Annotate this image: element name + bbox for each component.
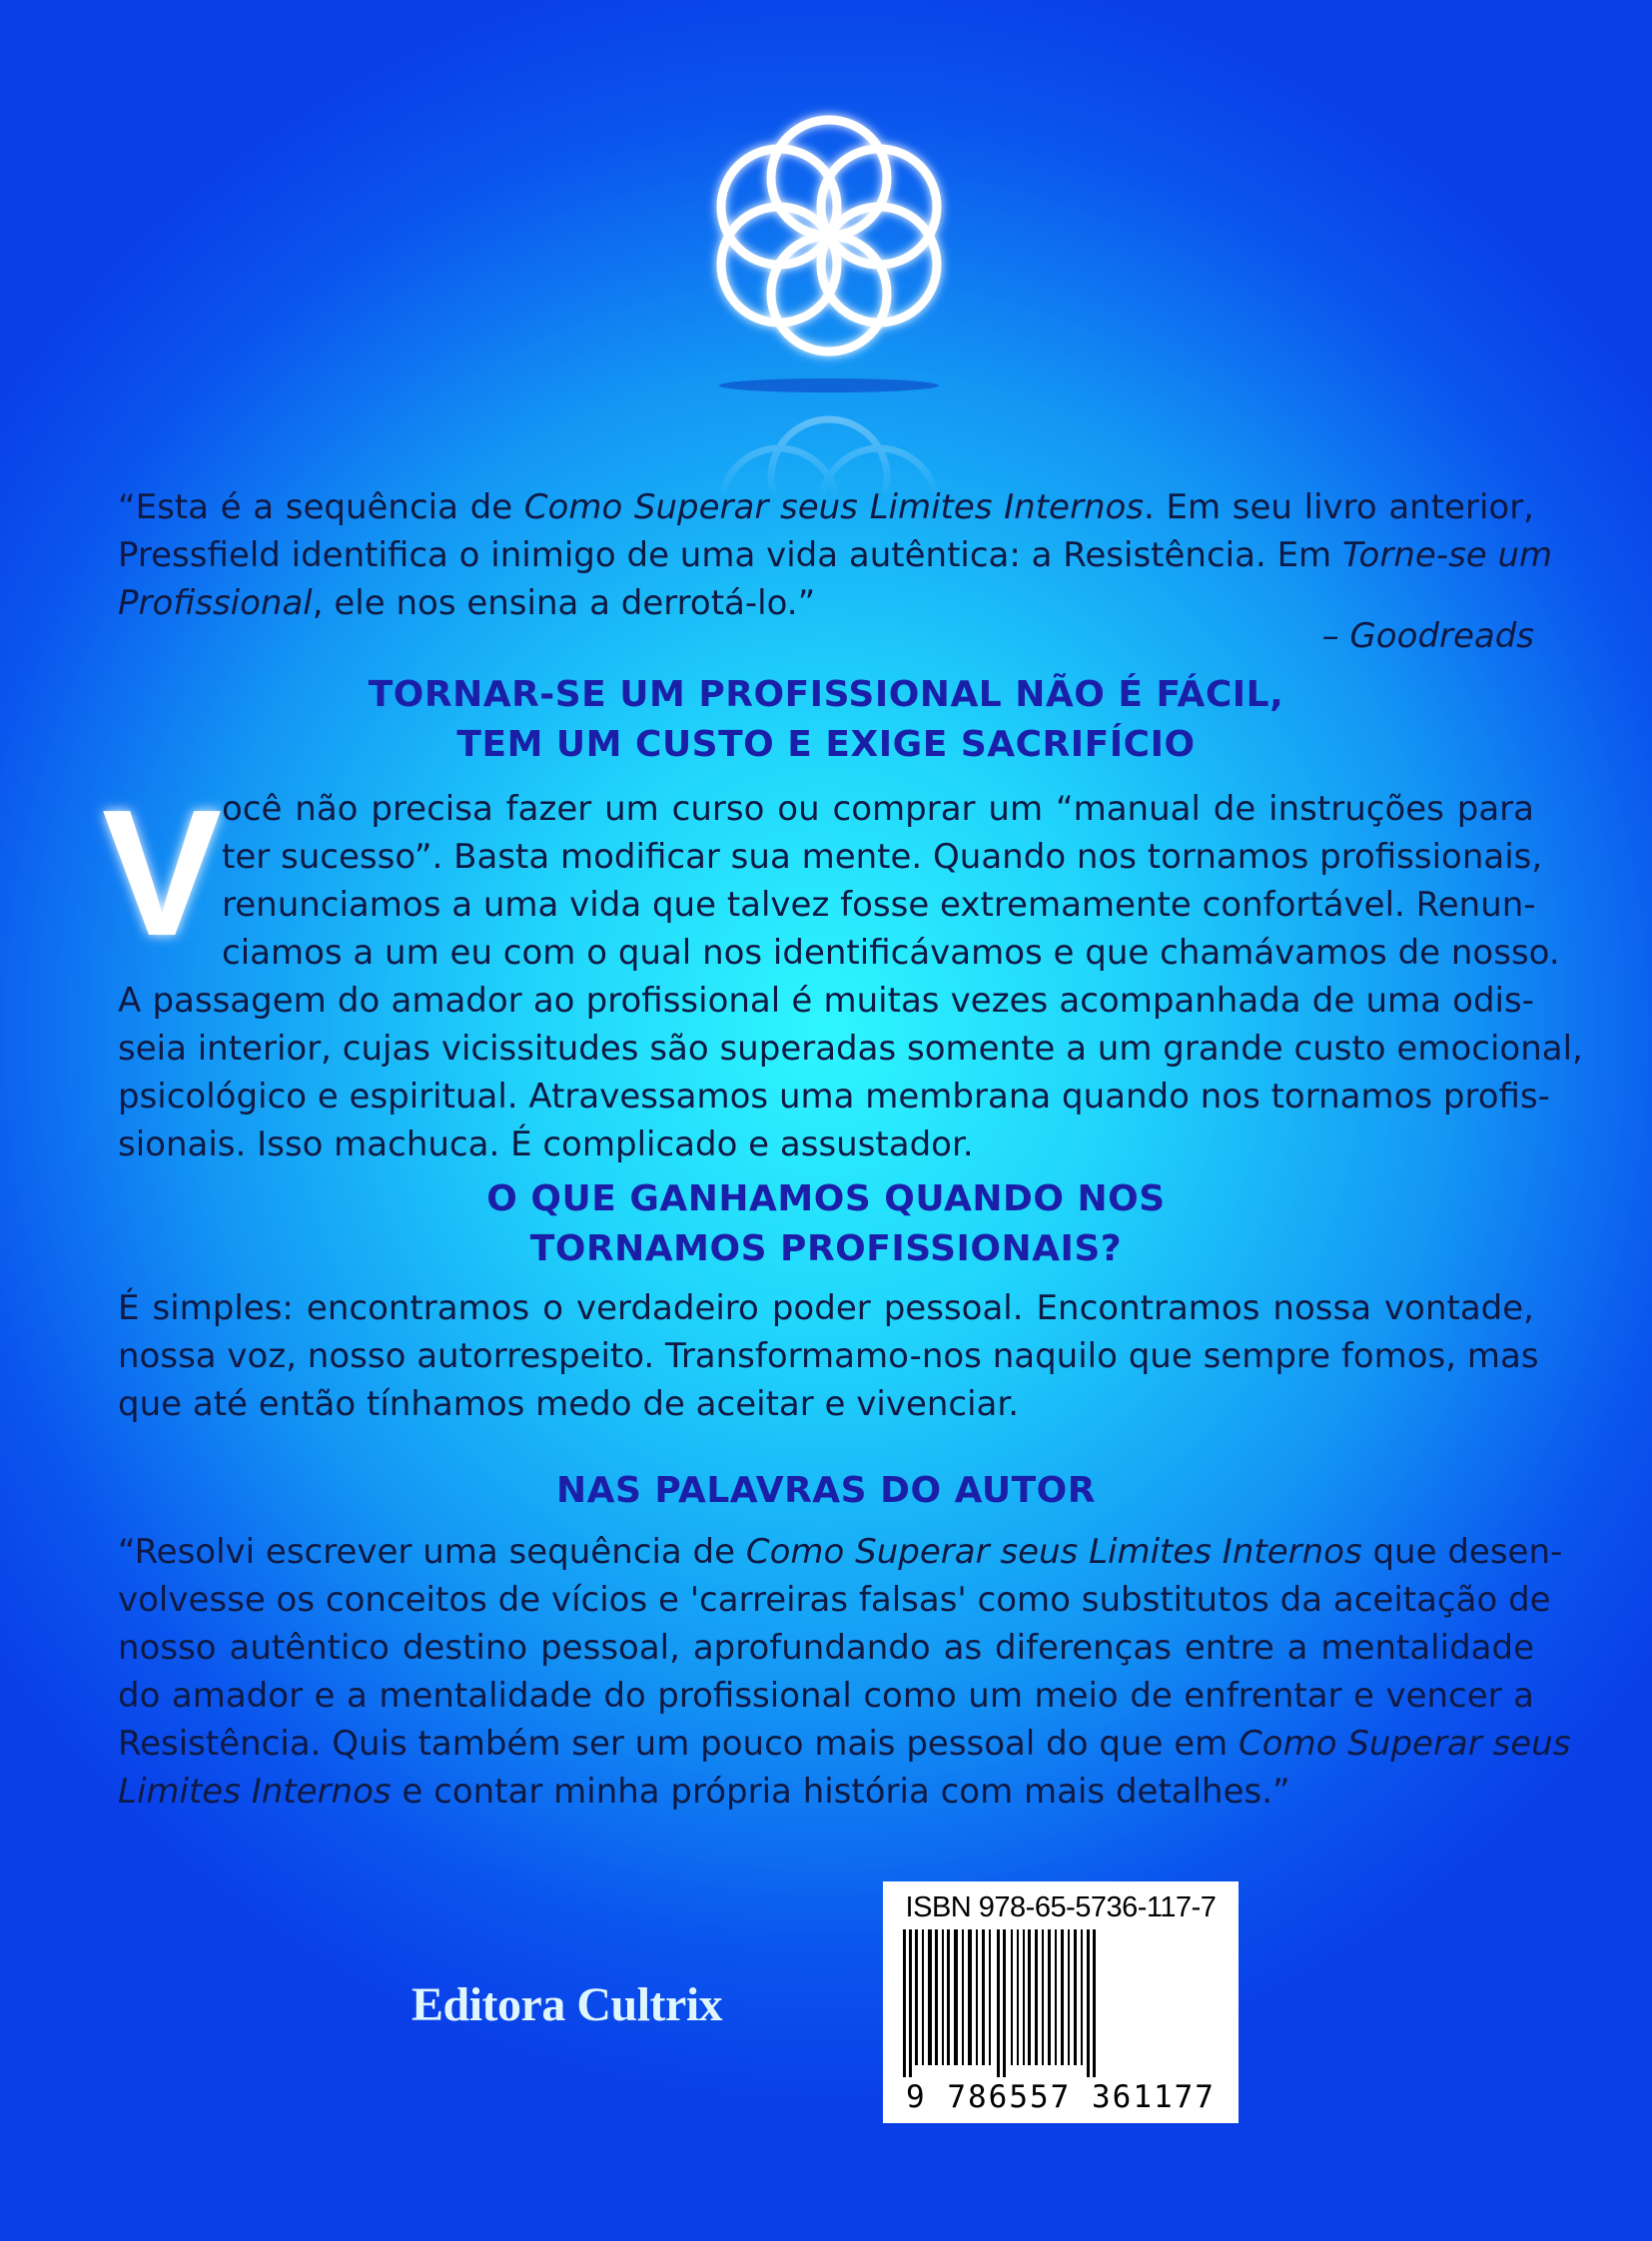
ean-digits: 9 786557 361177 [906,2079,1216,2115]
heading-line: TEM UM CUSTO E EXIGE SACRIFÍCIO [456,724,1196,765]
heading-line: O QUE GANHAMOS QUANDO NOS [486,1178,1166,1219]
quote-text: volvesse os conceitos de vícios e 'carreiras falsas' como substitutos da aceitação de [118,1580,1551,1620]
author-quote [118,1528,1571,1816]
heading-line: TORNAMOS PROFISSIONAIS? [529,1228,1123,1269]
barcode-bar [1035,1929,1038,2065]
publisher-logo: Editora Cultrix [412,1978,723,2031]
barcode-bar [922,1929,924,2065]
paragraph-line: É simples: encontramos o verdadeiro poder pessoal. Encontramos nossa vontade, [118,1288,1534,1328]
barcode-bar [947,1929,950,2065]
quote-text: nosso autêntico destino pessoal, aprofundando as diferenças entre a mentalidade [118,1628,1534,1668]
book-title: Profissional [118,583,313,623]
quote-text: “Esta é a sequência de [118,487,524,527]
barcode-bar [1061,1929,1064,2065]
intro-paragraph [118,977,1583,1168]
goodreads-quote [118,483,1553,627]
paragraph-line: sionais. Isso machuca. É complicado e assustador. [118,1124,974,1164]
quote-text: Pressfield identifica o inimigo de uma vida autêntica: a Resistência. Em [118,535,1342,575]
barcode-bar [1081,1929,1083,2065]
barcode-bar [928,1929,932,2065]
barcode-bar [935,1929,938,2065]
drop-cap-letter: V [101,773,223,974]
heading-line: TORNAR-SE UM PROFISSIONAL NÃO É FÁCIL, [368,674,1284,715]
barcode-bar [1011,1929,1013,2065]
paragraph-line: ter sucesso”. Basta modificar sua mente. Quando nos tornamos profissionais, [222,837,1543,877]
barcode-bar [1093,1929,1096,2077]
paragraph-line: que até então tínhamos medo de aceitar e vivenciar. [118,1384,1020,1424]
quote-text: “Resolvi escrever uma sequência de [118,1532,746,1572]
quote-text: Resistência. Quis também ser um pouco mais pessoal do que em [118,1724,1239,1764]
paragraph-line: renunciamos a uma vida que talvez fosse extremamente confortável. Renun- [222,885,1536,925]
intro-paragraph-indented [222,785,1560,977]
barcode-bar [1003,1929,1006,2077]
barcode-bar [954,1929,958,2065]
book-title: Como Superar seus Limites Internos [745,1532,1362,1572]
drop-cap-v [101,773,223,974]
section-heading-1 [0,670,1652,770]
paragraph-line: seia interior, cujas vicissitudes são superadas somente a um grande custo emocional, [118,1029,1583,1069]
book-title: Como Superar seus Limites Internos [523,487,1145,527]
barcode-bar [962,1929,964,2065]
quote-attribution: – Goodreads [1321,616,1534,656]
quote-text: , ele nos ensina a derrotá-lo.” [312,583,816,623]
heading-line: NAS PALAVRAS DO AUTOR [555,1470,1097,1511]
isbn-barcode [883,1881,1239,2123]
barcode-bar [909,1929,912,2077]
barcode-bar [1068,1929,1070,2065]
paragraph-line: A passagem do amador ao profissional é muitas vezes acompanhada de uma odis- [118,981,1534,1021]
flower-of-life-emblem-icon [679,100,979,499]
quote-text: . Em seu livro anterior, [1144,487,1534,527]
barcode-bar [968,1929,972,2065]
isbn-label: ISBN 978-65-5736-117-7 [905,1891,1217,1923]
section-heading-2 [0,1174,1652,1274]
barcode-bar [1017,1929,1019,2065]
barcode-bar [1087,1929,1090,2077]
barcode-bar [1055,1929,1057,2065]
barcode-bar [1042,1929,1044,2065]
barcode-bar [915,1929,918,2065]
book-title: Como Superar seus [1239,1724,1571,1764]
barcode-bar [982,1929,985,2065]
book-title: Limites Internos [118,1772,392,1812]
barcode-bar [1074,1929,1077,2065]
quote-text: que desen- [1361,1532,1563,1572]
paragraph-line: psicológico e espiritual. Atravessamos uma membrana quando nos tornamos profis- [118,1077,1550,1117]
barcode-bar [942,1929,944,2065]
paragraph-line: nossa voz, nosso autorrespeito. Transformamo-nos naquilo que sempre fomos, mas [118,1336,1539,1376]
barcode-bar [1048,1929,1051,2065]
section-heading-3 [0,1466,1652,1516]
barcode-bars-icon [897,1929,1227,2077]
barcode-bar [1023,1929,1025,2065]
quote-text: e contar minha própria história com mais detalhes.” [391,1772,1290,1812]
barcode-bar [989,1929,991,2065]
barcode-bar [1028,1929,1031,2065]
quote-text: do amador e a mentalidade do profissional como um meio de enfrentar e vencer a [118,1676,1534,1716]
book-title: Torne-se um [1341,535,1553,575]
barcode-bar [903,1929,906,2077]
paragraph-line: ciamos a um eu com o qual nos identificávamos e que chamávamos de nosso. [222,933,1560,973]
barcode-bar [997,1929,1000,2077]
barcode-bar [976,1929,978,2065]
paragraph-line: ocê não precisa fazer um curso ou comprar um “manual de instruções para [222,789,1534,829]
gains-paragraph [118,1284,1539,1428]
